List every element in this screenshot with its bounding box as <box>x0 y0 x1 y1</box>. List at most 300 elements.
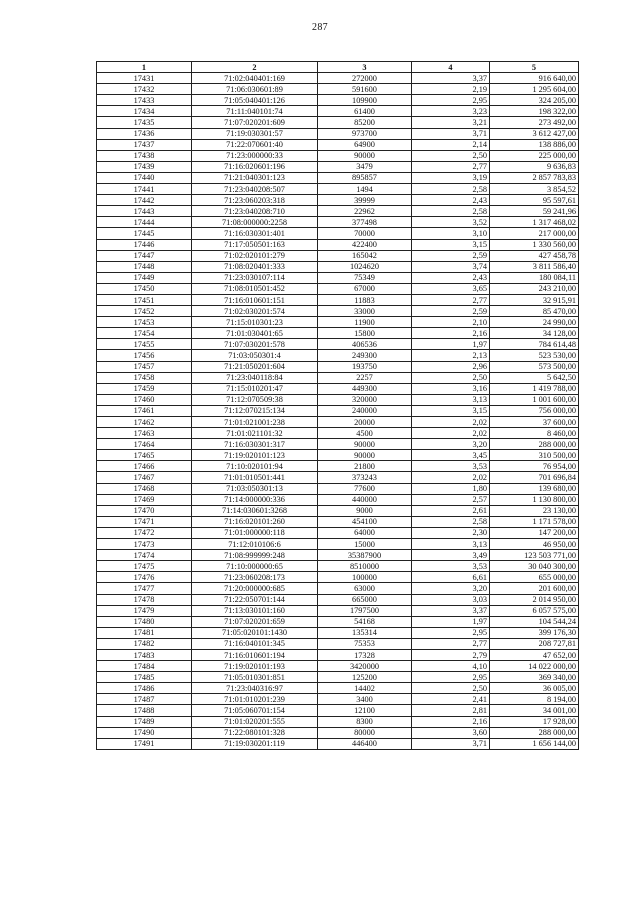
rate-cell: 2,30 <box>412 527 490 538</box>
table-row <box>97 527 579 538</box>
rate-cell: 2,58 <box>412 184 490 195</box>
rate-cell: 3,20 <box>412 583 490 594</box>
cadastral-number-cell: 71:19:020101:123 <box>192 450 318 461</box>
rate-cell: 2,95 <box>412 627 490 638</box>
table-row <box>97 328 579 339</box>
cadastral-number-cell: 71:22:070601:40 <box>192 139 318 150</box>
area-cell: 1494 <box>318 184 412 195</box>
table-row <box>97 239 579 250</box>
table-row <box>97 272 579 283</box>
cadastral-value-cell: 5 642,50 <box>490 372 579 383</box>
table-row <box>97 84 579 95</box>
row-number-cell: 17434 <box>97 106 192 117</box>
area-cell: 90000 <box>318 450 412 461</box>
table-row <box>97 139 579 150</box>
cadastral-value-cell: 30 040 300,00 <box>490 561 579 572</box>
area-cell: 165042 <box>318 250 412 261</box>
rate-cell: 2,14 <box>412 139 490 150</box>
table-row <box>97 428 579 439</box>
header-row <box>97 62 579 73</box>
area-cell: 2257 <box>318 372 412 383</box>
rate-cell: 2,79 <box>412 649 490 660</box>
area-cell: 373243 <box>318 472 412 483</box>
table-row <box>97 184 579 195</box>
table-row <box>97 661 579 672</box>
area-cell: 4500 <box>318 428 412 439</box>
cadastral-number-cell: 71:03:050301:13 <box>192 483 318 494</box>
table-row <box>97 383 579 394</box>
table-row <box>97 361 579 372</box>
row-number-cell: 17483 <box>97 649 192 660</box>
cadastral-value-cell: 243 210,00 <box>490 283 579 294</box>
area-cell: 240000 <box>318 405 412 416</box>
cadastral-number-cell: 71:07:020201:609 <box>192 117 318 128</box>
area-cell: 75353 <box>318 638 412 649</box>
table-row <box>97 172 579 183</box>
rate-cell: 3,15 <box>412 405 490 416</box>
cadastral-value-cell: 198 322,00 <box>490 106 579 117</box>
table-row <box>97 572 579 583</box>
table-row <box>97 261 579 272</box>
area-cell: 39999 <box>318 195 412 206</box>
cadastral-value-cell: 147 200,00 <box>490 527 579 538</box>
row-number-cell: 17481 <box>97 627 192 638</box>
area-cell: 100000 <box>318 572 412 583</box>
area-cell: 406536 <box>318 339 412 350</box>
cadastral-value-cell: 1 001 600,00 <box>490 394 579 405</box>
cadastral-value-cell: 180 084,11 <box>490 272 579 283</box>
area-cell: 63000 <box>318 583 412 594</box>
cadastral-number-cell: 71:15:010201:47 <box>192 383 318 394</box>
rate-cell: 2,95 <box>412 95 490 106</box>
row-number-cell: 17474 <box>97 550 192 561</box>
cadastral-value-cell: 756 000,00 <box>490 405 579 416</box>
area-cell: 3479 <box>318 161 412 172</box>
cadastral-value-table <box>96 61 579 750</box>
rate-cell: 2,58 <box>412 206 490 217</box>
cadastral-value-cell: 85 470,00 <box>490 306 579 317</box>
row-number-cell: 17439 <box>97 161 192 172</box>
cadastral-value-cell: 3 854,52 <box>490 184 579 195</box>
table-row <box>97 417 579 428</box>
area-cell: 422400 <box>318 239 412 250</box>
table-row <box>97 505 579 516</box>
cadastral-value-cell: 701 696,84 <box>490 472 579 483</box>
area-cell: 1797500 <box>318 605 412 616</box>
table-row <box>97 350 579 361</box>
cadastral-value-cell: 3 811 586,40 <box>490 261 579 272</box>
rate-cell: 3,52 <box>412 217 490 228</box>
area-cell: 12100 <box>318 705 412 716</box>
cadastral-value-cell: 3 612 427,00 <box>490 128 579 139</box>
area-cell: 446400 <box>318 738 412 749</box>
row-number-cell: 17465 <box>97 450 192 461</box>
row-number-cell: 17455 <box>97 339 192 350</box>
cadastral-value-cell: 1 130 800,00 <box>490 494 579 505</box>
header-col-2: 2 <box>192 62 318 73</box>
area-cell: 77600 <box>318 483 412 494</box>
cadastral-number-cell: 71:07:020201:659 <box>192 616 318 627</box>
area-cell: 35387900 <box>318 550 412 561</box>
cadastral-number-cell: 71:02:030201:574 <box>192 306 318 317</box>
area-cell: 54168 <box>318 616 412 627</box>
rate-cell: 3,23 <box>412 106 490 117</box>
row-number-cell: 17480 <box>97 616 192 627</box>
row-number-cell: 17446 <box>97 239 192 250</box>
table-row <box>97 727 579 738</box>
cadastral-value-cell: 1 419 788,00 <box>490 383 579 394</box>
rate-cell: 1,97 <box>412 616 490 627</box>
area-cell: 8510000 <box>318 561 412 572</box>
row-number-cell: 17488 <box>97 705 192 716</box>
row-number-cell: 17464 <box>97 439 192 450</box>
rate-cell: 2,59 <box>412 306 490 317</box>
rate-cell: 2,16 <box>412 716 490 727</box>
table-row <box>97 306 579 317</box>
cadastral-number-cell: 71:23:000000:33 <box>192 150 318 161</box>
table-row <box>97 483 579 494</box>
cadastral-number-cell: 71:01:021101:32 <box>192 428 318 439</box>
area-cell: 75349 <box>318 272 412 283</box>
rate-cell: 3,19 <box>412 172 490 183</box>
cadastral-value-cell: 288 000,00 <box>490 727 579 738</box>
cadastral-number-cell: 71:05:040401:126 <box>192 95 318 106</box>
table-row <box>97 250 579 261</box>
table-header <box>97 62 579 73</box>
cadastral-number-cell: 71:16:010601:194 <box>192 649 318 660</box>
table-row <box>97 117 579 128</box>
cadastral-value-cell: 324 205,00 <box>490 95 579 106</box>
row-number-cell: 17451 <box>97 294 192 305</box>
cadastral-value-cell: 523 530,00 <box>490 350 579 361</box>
table-row <box>97 594 579 605</box>
row-number-cell: 17442 <box>97 195 192 206</box>
table-row <box>97 228 579 239</box>
cadastral-value-cell: 95 597,61 <box>490 195 579 206</box>
cadastral-number-cell: 71:23:030107:114 <box>192 272 318 283</box>
row-number-cell: 17445 <box>97 228 192 239</box>
table-row <box>97 439 579 450</box>
row-number-cell: 17444 <box>97 217 192 228</box>
cadastral-number-cell: 71:16:020601:196 <box>192 161 318 172</box>
cadastral-value-cell: 916 640,00 <box>490 73 579 84</box>
cadastral-number-cell: 71:21:040301:123 <box>192 172 318 183</box>
area-cell: 70000 <box>318 228 412 239</box>
area-cell: 895857 <box>318 172 412 183</box>
cadastral-value-cell: 225 000,00 <box>490 150 579 161</box>
cadastral-number-cell: 71:08:999999:248 <box>192 550 318 561</box>
cadastral-value-cell: 1 656 144,00 <box>490 738 579 749</box>
cadastral-value-cell: 104 544,24 <box>490 616 579 627</box>
rate-cell: 2,50 <box>412 372 490 383</box>
table-row <box>97 405 579 416</box>
cadastral-number-cell: 71:16:020101:260 <box>192 516 318 527</box>
cadastral-value-cell: 1 171 578,00 <box>490 516 579 527</box>
table-row <box>97 716 579 727</box>
row-number-cell: 17456 <box>97 350 192 361</box>
cadastral-number-cell: 71:16:030301:401 <box>192 228 318 239</box>
area-cell: 8300 <box>318 716 412 727</box>
table-row <box>97 683 579 694</box>
area-cell: 22962 <box>318 206 412 217</box>
cadastral-number-cell: 71:11:040101:74 <box>192 106 318 117</box>
cadastral-value-cell: 208 727,81 <box>490 638 579 649</box>
table-row <box>97 150 579 161</box>
rate-cell: 3,49 <box>412 550 490 561</box>
area-cell: 9000 <box>318 505 412 516</box>
area-cell: 64900 <box>318 139 412 150</box>
area-cell: 3400 <box>318 694 412 705</box>
cadastral-number-cell: 71:15:010301:23 <box>192 317 318 328</box>
row-number-cell: 17484 <box>97 661 192 672</box>
row-number-cell: 17453 <box>97 317 192 328</box>
area-cell: 454100 <box>318 516 412 527</box>
cadastral-number-cell: 71:08:010501:452 <box>192 283 318 294</box>
row-number-cell: 17471 <box>97 516 192 527</box>
rate-cell: 2,43 <box>412 272 490 283</box>
table-row <box>97 694 579 705</box>
row-number-cell: 17470 <box>97 505 192 516</box>
cadastral-number-cell: 71:08:000000:2258 <box>192 217 318 228</box>
row-number-cell: 17489 <box>97 716 192 727</box>
cadastral-value-cell: 34 001,00 <box>490 705 579 716</box>
cadastral-value-cell: 1 330 560,00 <box>490 239 579 250</box>
cadastral-value-cell: 47 652,00 <box>490 649 579 660</box>
cadastral-number-cell: 71:16:040101:345 <box>192 638 318 649</box>
rate-cell: 3,13 <box>412 394 490 405</box>
area-cell: 591600 <box>318 84 412 95</box>
cadastral-number-cell: 71:19:020101:193 <box>192 661 318 672</box>
row-number-cell: 17462 <box>97 417 192 428</box>
cadastral-number-cell: 71:05:010301:851 <box>192 672 318 683</box>
row-number-cell: 17491 <box>97 738 192 749</box>
area-cell: 665000 <box>318 594 412 605</box>
cadastral-number-cell: 71:21:050201:604 <box>192 361 318 372</box>
table-row <box>97 649 579 660</box>
row-number-cell: 17449 <box>97 272 192 283</box>
rate-cell: 4,10 <box>412 661 490 672</box>
rate-cell: 2,50 <box>412 683 490 694</box>
row-number-cell: 17472 <box>97 527 192 538</box>
cadastral-number-cell: 71:01:010501:441 <box>192 472 318 483</box>
row-number-cell: 17468 <box>97 483 192 494</box>
cadastral-number-cell: 71:22:050701:144 <box>192 594 318 605</box>
rate-cell: 2,13 <box>412 350 490 361</box>
cadastral-value-cell: 2 014 950,00 <box>490 594 579 605</box>
cadastral-number-cell: 71:02:040401:169 <box>192 73 318 84</box>
row-number-cell: 17437 <box>97 139 192 150</box>
cadastral-value-cell: 37 600,00 <box>490 417 579 428</box>
area-cell: 14402 <box>318 683 412 694</box>
area-cell: 80000 <box>318 727 412 738</box>
area-cell: 320000 <box>318 394 412 405</box>
cadastral-value-cell: 217 000,00 <box>490 228 579 239</box>
rate-cell: 2,16 <box>412 328 490 339</box>
cadastral-value-cell: 9 636,83 <box>490 161 579 172</box>
rate-cell: 2,77 <box>412 161 490 172</box>
cadastral-number-cell: 71:03:050301:4 <box>192 350 318 361</box>
row-number-cell: 17448 <box>97 261 192 272</box>
table-row <box>97 450 579 461</box>
row-number-cell: 17476 <box>97 572 192 583</box>
cadastral-number-cell: 71:20:000000:685 <box>192 583 318 594</box>
row-number-cell: 17460 <box>97 394 192 405</box>
cadastral-value-cell: 123 503 771,00 <box>490 550 579 561</box>
area-cell: 11883 <box>318 294 412 305</box>
area-cell: 90000 <box>318 150 412 161</box>
area-cell: 272000 <box>318 73 412 84</box>
rate-cell: 3,03 <box>412 594 490 605</box>
rate-cell: 3,53 <box>412 561 490 572</box>
area-cell: 3420000 <box>318 661 412 672</box>
rate-cell: 3,53 <box>412 461 490 472</box>
row-number-cell: 17486 <box>97 683 192 694</box>
cadastral-value-cell: 8 460,00 <box>490 428 579 439</box>
cadastral-number-cell: 71:01:021001:238 <box>192 417 318 428</box>
row-number-cell: 17452 <box>97 306 192 317</box>
cadastral-value-cell: 14 022 000,00 <box>490 661 579 672</box>
cadastral-value-cell: 17 928,00 <box>490 716 579 727</box>
area-cell: 15000 <box>318 539 412 550</box>
row-number-cell: 17443 <box>97 206 192 217</box>
rate-cell: 2,19 <box>412 84 490 95</box>
rate-cell: 2,58 <box>412 516 490 527</box>
area-cell: 33000 <box>318 306 412 317</box>
rate-cell: 2,10 <box>412 317 490 328</box>
cadastral-number-cell: 71:19:030201:119 <box>192 738 318 749</box>
cadastral-value-cell: 59 241,96 <box>490 206 579 217</box>
rate-cell: 2,02 <box>412 417 490 428</box>
rate-cell: 2,81 <box>412 705 490 716</box>
header-col-1: 1 <box>97 62 192 73</box>
row-number-cell: 17469 <box>97 494 192 505</box>
area-cell: 61400 <box>318 106 412 117</box>
cadastral-value-cell: 34 128,00 <box>490 328 579 339</box>
cadastral-value-cell: 23 130,00 <box>490 505 579 516</box>
row-number-cell: 17454 <box>97 328 192 339</box>
table-row <box>97 106 579 117</box>
rate-cell: 3,60 <box>412 727 490 738</box>
rate-cell: 3,71 <box>412 128 490 139</box>
row-number-cell: 17458 <box>97 372 192 383</box>
cadastral-number-cell: 71:23:060208:173 <box>192 572 318 583</box>
cadastral-value-cell: 784 614,48 <box>490 339 579 350</box>
cadastral-number-cell: 71:17:050501:163 <box>192 239 318 250</box>
row-number-cell: 17432 <box>97 84 192 95</box>
table-row <box>97 672 579 683</box>
rate-cell: 3,45 <box>412 450 490 461</box>
row-number-cell: 17447 <box>97 250 192 261</box>
row-number-cell: 17478 <box>97 594 192 605</box>
area-cell: 67000 <box>318 283 412 294</box>
row-number-cell: 17436 <box>97 128 192 139</box>
cadastral-value-cell: 369 340,00 <box>490 672 579 683</box>
area-cell: 973700 <box>318 128 412 139</box>
cadastral-number-cell: 71:01:030401:65 <box>192 328 318 339</box>
cadastral-value-cell: 36 005,00 <box>490 683 579 694</box>
cadastral-value-cell: 1 317 468,02 <box>490 217 579 228</box>
cadastral-value-cell: 138 886,00 <box>490 139 579 150</box>
cadastral-number-cell: 71:06:030601:89 <box>192 84 318 95</box>
table-row <box>97 394 579 405</box>
table-row <box>97 317 579 328</box>
rate-cell: 3,37 <box>412 73 490 84</box>
table-row <box>97 73 579 84</box>
table-row <box>97 472 579 483</box>
row-number-cell: 17457 <box>97 361 192 372</box>
table-row <box>97 206 579 217</box>
row-number-cell: 17475 <box>97 561 192 572</box>
area-cell: 90000 <box>318 439 412 450</box>
cadastral-value-cell: 399 176,30 <box>490 627 579 638</box>
rate-cell: 1,97 <box>412 339 490 350</box>
table-row <box>97 195 579 206</box>
rate-cell: 3,37 <box>412 605 490 616</box>
rate-cell: 3,71 <box>412 738 490 749</box>
cadastral-number-cell: 71:08:020401:333 <box>192 261 318 272</box>
cadastral-number-cell: 71:05:060701:154 <box>192 705 318 716</box>
rate-cell: 1,80 <box>412 483 490 494</box>
table-row <box>97 705 579 716</box>
table-row <box>97 627 579 638</box>
cadastral-value-cell: 32 915,91 <box>490 294 579 305</box>
rate-cell: 3,20 <box>412 439 490 450</box>
cadastral-number-cell: 71:12:070215:134 <box>192 405 318 416</box>
table-row <box>97 539 579 550</box>
rate-cell: 3,15 <box>412 239 490 250</box>
rate-cell: 3,16 <box>412 383 490 394</box>
table-row <box>97 616 579 627</box>
table-row <box>97 561 579 572</box>
row-number-cell: 17467 <box>97 472 192 483</box>
area-cell: 377498 <box>318 217 412 228</box>
row-number-cell: 17477 <box>97 583 192 594</box>
cadastral-number-cell: 71:12:070509:38 <box>192 394 318 405</box>
rate-cell: 2,96 <box>412 361 490 372</box>
cadastral-number-cell: 71:05:020101:1430 <box>192 627 318 638</box>
cadastral-value-cell: 76 954,00 <box>490 461 579 472</box>
table-row <box>97 583 579 594</box>
cadastral-number-cell: 71:19:030301:57 <box>192 128 318 139</box>
rate-cell: 2,59 <box>412 250 490 261</box>
cadastral-number-cell: 71:10:000000:65 <box>192 561 318 572</box>
table-row <box>97 372 579 383</box>
rate-cell: 2,50 <box>412 150 490 161</box>
table-row <box>97 494 579 505</box>
row-number-cell: 17441 <box>97 184 192 195</box>
cadastral-number-cell: 71:16:010601:151 <box>192 294 318 305</box>
cadastral-value-cell: 8 194,00 <box>490 694 579 705</box>
cadastral-value-cell: 288 000,00 <box>490 439 579 450</box>
cadastral-number-cell: 71:16:030301:317 <box>192 439 318 450</box>
table-row <box>97 128 579 139</box>
cadastral-number-cell: 71:07:030201:578 <box>192 339 318 350</box>
row-number-cell: 17473 <box>97 539 192 550</box>
row-number-cell: 17440 <box>97 172 192 183</box>
cadastral-number-cell: 71:14:000000:336 <box>192 494 318 505</box>
rate-cell: 2,77 <box>412 638 490 649</box>
cadastral-number-cell: 71:13:030101:160 <box>192 605 318 616</box>
row-number-cell: 17435 <box>97 117 192 128</box>
rate-cell: 2,43 <box>412 195 490 206</box>
table-row <box>97 339 579 350</box>
cadastral-value-cell: 310 500,00 <box>490 450 579 461</box>
area-cell: 109900 <box>318 95 412 106</box>
row-number-cell: 17433 <box>97 95 192 106</box>
table-row <box>97 95 579 106</box>
area-cell: 1024620 <box>318 261 412 272</box>
header-col-4: 4 <box>412 62 490 73</box>
